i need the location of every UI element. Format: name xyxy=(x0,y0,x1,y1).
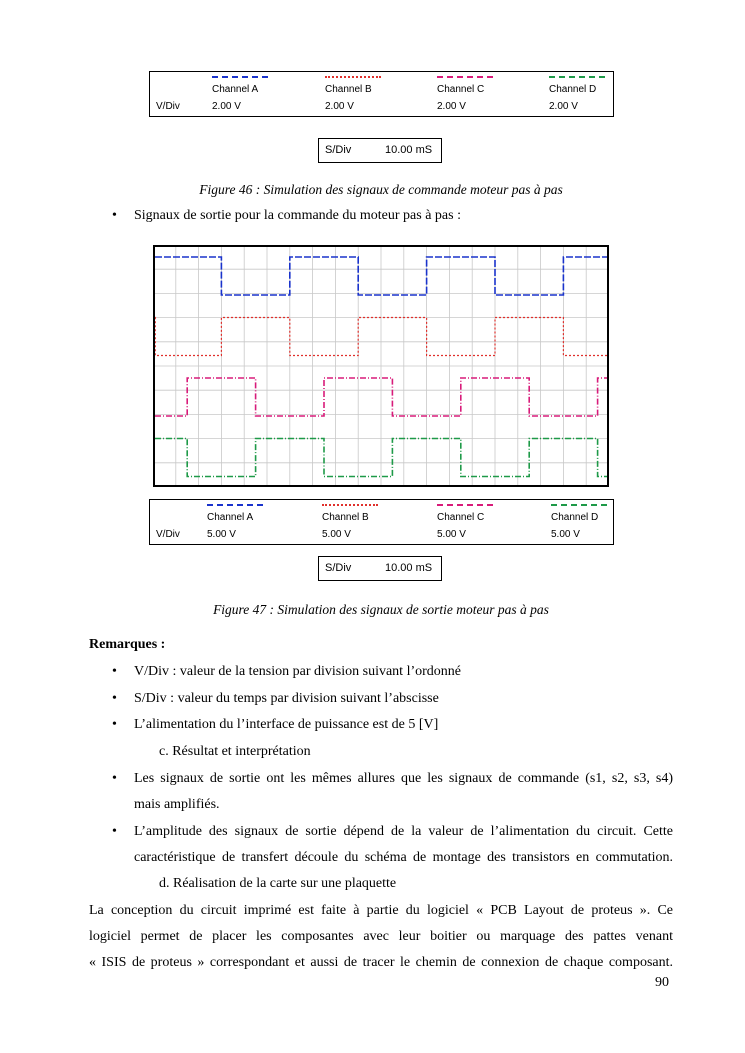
oscilloscope-chart xyxy=(153,245,609,487)
fig46-sdiv-value: 10.00 mS xyxy=(385,144,433,156)
fig46-channel-a-name: Channel A xyxy=(212,84,259,95)
fig47-legend xyxy=(149,499,614,545)
fig47-channel-a-name: Channel A xyxy=(207,512,254,523)
section-d-heading: d. Réalisation de la carte sur une plaquette xyxy=(159,876,397,891)
fig47-caption: Figure 47 : Simulation des signaux de sortie moteur pas à pas xyxy=(213,602,549,617)
fig47-channel-a-value: 5.00 V xyxy=(207,529,236,540)
bullet-marker: • xyxy=(112,208,117,223)
remarque-sdiv: S/Div : valeur du temps par division suivant l’abscisse xyxy=(134,691,439,706)
bullet-marker: • xyxy=(112,771,117,786)
fig47-vdiv-label: V/Div xyxy=(156,529,180,540)
fig46-channel-a-value: 2.00 V xyxy=(212,101,241,112)
fig46-sdiv-label: S/Div xyxy=(325,144,352,156)
fig47-sdiv-value: 10.00 mS xyxy=(385,562,433,574)
bullet-signaux-sortie: Signaux de sortie pour la commande du moteur pas à pas : xyxy=(134,208,461,223)
fig47-sdiv-label: S/Div xyxy=(325,562,352,574)
fig46-caption: Figure 46 : Simulation des signaux de commande moteur pas à pas xyxy=(199,182,563,197)
fig47-channel-d-line xyxy=(551,504,607,506)
fig46-channel-b-value: 2.00 V xyxy=(325,101,354,112)
fig46-legend xyxy=(149,71,614,117)
fig47-channel-a-line xyxy=(207,504,263,506)
fig47-channel-c-value: 5.00 V xyxy=(437,529,466,540)
bullet-marker: • xyxy=(112,691,117,706)
fig47-channel-b-line xyxy=(322,504,378,506)
fig46-vdiv-label: V/Div xyxy=(156,101,180,112)
fig47-sdiv-box xyxy=(318,556,442,581)
fig47-channel-b-name: Channel B xyxy=(322,512,369,523)
bullet-marker: • xyxy=(112,824,117,839)
paragraph-line-3: « ISIS de proteus » correspondant et aussi de tracer le chemin de connexion de chaque composant. xyxy=(89,955,673,970)
remarque-alimentation: L’alimentation du l’interface de puissance est de 5 [V] xyxy=(134,717,439,732)
fig47-channel-d-name: Channel D xyxy=(551,512,599,523)
section-c-heading: c. Résultat et interprétation xyxy=(159,744,311,759)
fig47-channel-b-value: 5.00 V xyxy=(322,529,351,540)
fig47-channel-c-name: Channel C xyxy=(437,512,485,523)
fig47-channel-c-line xyxy=(437,504,493,506)
paragraph-line-1: La conception du circuit imprimé est faite à partie du logiciel « PCB Layout de proteus ». Ce xyxy=(89,903,673,918)
fig46-channel-b-name: Channel B xyxy=(325,84,372,95)
result-2-line-2: caractéristique de transfert découle du schéma de montage des transistors en commutation. xyxy=(134,850,673,865)
remarque-vdiv: V/Div : valeur de la tension par division suivant l’ordonné xyxy=(134,664,461,679)
fig46-channel-d-name: Channel D xyxy=(549,84,597,95)
result-2-line-1: L’amplitude des signaux de sortie dépend de la valeur de l’alimentation du circuit. Cette xyxy=(134,824,673,839)
bullet-marker: • xyxy=(112,717,117,732)
fig46-sdiv-box xyxy=(318,138,442,163)
fig46-channel-d-line xyxy=(549,76,605,78)
fig46-channel-d-value: 2.00 V xyxy=(549,101,578,112)
fig46-channel-b-line xyxy=(325,76,381,78)
result-1-line-1: Les signaux de sortie ont les mêmes allures que les signaux de commande (s1, s2, s3, s4) xyxy=(134,771,673,786)
fig46-channel-a-line xyxy=(212,76,268,78)
fig46-channel-c-line xyxy=(437,76,493,78)
result-1-line-2: mais amplifiés. xyxy=(134,797,220,812)
bullet-marker: • xyxy=(112,664,117,679)
page-number: 90 xyxy=(655,975,669,990)
paragraph-line-2: logiciel permet de placer les composantes avec leur boitier ou marquage des pattes venant xyxy=(89,929,673,944)
fig46-channel-c-name: Channel C xyxy=(437,84,485,95)
fig47-channel-d-value: 5.00 V xyxy=(551,529,580,540)
remarques-title: Remarques : xyxy=(89,637,166,652)
fig46-channel-c-value: 2.00 V xyxy=(437,101,466,112)
